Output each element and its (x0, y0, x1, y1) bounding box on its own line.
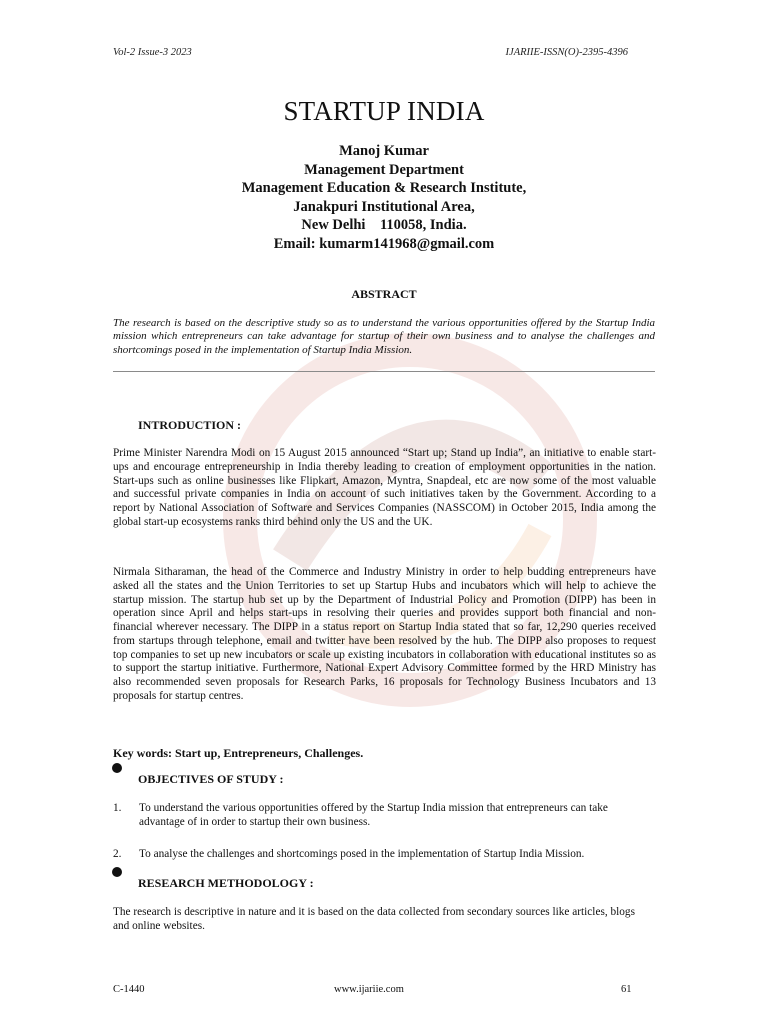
bullet-icon (112, 867, 122, 877)
objective-number: 1. (113, 802, 122, 814)
keywords: Key words: Start up, Entrepreneurs, Challenges. (113, 746, 364, 760)
section-divider (113, 371, 655, 372)
author-area: Janakpuri Institutional Area, (293, 198, 475, 215)
author-block (0, 142, 768, 254)
abstract-heading: ABSTRACT (351, 287, 417, 301)
journal-volume-issue: Vol-2 Issue-3 2023 (113, 47, 192, 58)
methodology-heading: RESEARCH METHODOLOGY : (138, 876, 314, 890)
methodology-text: The research is descriptive in nature and it is based on the data collected from secondary sources like articles, blogs and online websites. (113, 906, 635, 932)
bullet-icon (112, 763, 122, 773)
footer-paper-id: C-1440 (113, 984, 145, 995)
author-institute: Management Education & Research Institute, (241, 180, 527, 197)
footer-page-number: 61 (621, 984, 632, 995)
author-department: Management Department (304, 161, 464, 178)
introduction-heading: INTRODUCTION : (138, 418, 242, 432)
author-city: New Delhi 110058, India. (301, 217, 467, 234)
journal-issn: IJARIIE-ISSN(O)-2395-4396 (505, 47, 628, 58)
paper-title: STARTUP INDIA (283, 96, 485, 126)
abstract-text: The research is based on the descriptive study so as to understand the various opportunities offered by the Startup India mission which entrepreneurs can take advantage for startup of their own business and to analyse the challenges and shortcomings posed in the implementation of Startup India Mission. (113, 317, 655, 356)
objectives-heading: OBJECTIVES OF STUDY : (138, 772, 284, 786)
objective-number: 2. (113, 848, 122, 860)
author-name: Manoj Kumar (339, 143, 429, 159)
footer-website: www.ijariie.com (334, 984, 404, 995)
objective-item: To analyse the challenges and shortcomings posed in the implementation of Startup India Mission. (139, 848, 585, 860)
introduction-paragraph-2: Nirmala Sitharaman, the head of the Commerce and Industry Ministry in order to help budding entrepreneurs have asked all the states and the Union Territories to set up Startup Hubs and incubators which will help to achieve the startup mission. The startup hub set up by the Department of Industrial Policy and Promotion (DIPP) has been in operation since April and helps start-ups in resolving their queries and provides support both financial and non- financial wherever necessary. The DIPP in a status report on Startup India stated that so far, 12,290 queries received from startups through telephone, email and twitter have been resolved by the hub. The DIPP also proposes to request top companies to set up new incubators or scale up existing incubators in collaboration with educational institutes so as to support the startup initiative. Furthermore, National Expert Advisory Committee formed by the HRD Ministry has also recommended seven proposals for Research Parks, 16 proposals for Technology Business Incubators and 13 proposals for startup centres. (113, 566, 656, 702)
objective-item: To understand the various opportunities offered by the Startup India mission that entrepreneurs can take advantage of in order to startup their own business. (139, 802, 608, 828)
author-email: Email: kumarm141968@gmail.com (273, 235, 495, 252)
introduction-paragraph-1: Prime Minister Narendra Modi on 15 August 2015 announced “Start up; Stand up India”, an initiative to enable start-ups and encourage entrepreneurship in India thereby leading to creation of employment opportunities in the nation. Start-ups such as online businesses like Flipkart, Amazon, Myntra, Snapdeal, etc are now some of the most valuable and successful private companies in India on account of such initiatives taken by the Government. According to a report by National Association of Software and Services Companies (NASSCOM) in October 2015, India among the global start-up ecosystems ranks third behind only the US and the UK. (113, 447, 656, 528)
